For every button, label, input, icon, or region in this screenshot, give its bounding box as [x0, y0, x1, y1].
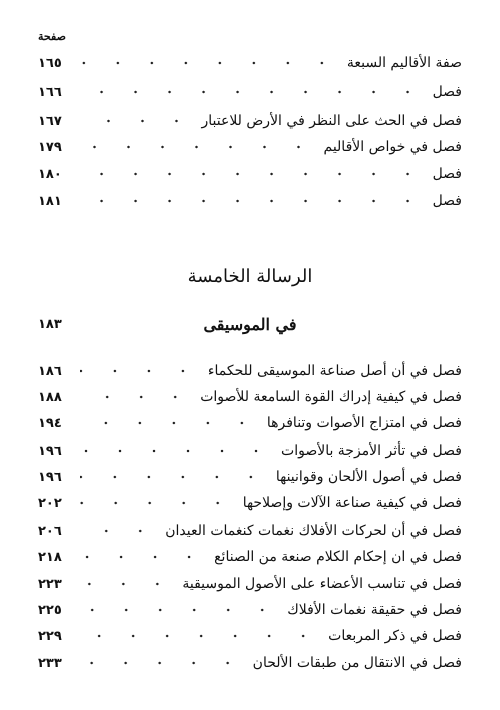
toc-page-number: ٢٢٥	[38, 602, 62, 618]
toc-entry-title: فصل في خواص الأقاليم	[323, 139, 462, 155]
toc-entry-title: فصل في حقيقة نغمات الأفلاك	[287, 602, 462, 618]
dot-leader	[80, 118, 193, 124]
toc-page-number: ١٦٦	[38, 84, 62, 100]
toc-entry-title: فصل في كيفية صناعة الآلات وإصلاحها	[242, 495, 462, 511]
toc-entry-title: فصل	[432, 84, 462, 100]
toc-page-number: ١٨٣	[38, 316, 62, 332]
dot-leader	[80, 144, 316, 150]
toc-entry	[38, 412, 462, 434]
toc-entry	[38, 386, 462, 408]
toc-page-number: ١٦٥	[38, 55, 62, 71]
toc-entry-title: فصل في ان إحكام الكلام صنعة من الصنائع	[214, 549, 462, 565]
toc-entry	[38, 190, 462, 212]
toc-entry-title: فصل	[432, 166, 462, 182]
toc-entry	[38, 546, 462, 568]
toc-entry	[38, 81, 462, 103]
dot-leader	[80, 60, 339, 66]
toc-entry	[38, 652, 462, 674]
toc-entry-title: فصل في تأثر الأمزجة بالأصوات	[281, 443, 462, 459]
dot-leader	[80, 633, 320, 639]
toc-page-number: ١٦٧	[38, 113, 62, 129]
dot-leader	[80, 198, 425, 204]
toc-entry	[38, 599, 462, 621]
toc-page-number: ١٧٩	[38, 139, 62, 155]
toc-entry	[38, 360, 462, 382]
toc-page-number: ٢٠٦	[38, 523, 62, 539]
toc-page-number: ١٩٦	[38, 443, 62, 459]
toc-entry-title: فصل في الانتقال من طبقات الألحان	[252, 655, 462, 671]
toc-entry-title: صفة الأقاليم السبعة	[346, 55, 462, 71]
toc-entry	[38, 520, 462, 542]
page-column-label: صفحة	[38, 30, 66, 43]
section-title: الرسالة الخامسة	[187, 266, 313, 287]
toc-entry	[38, 136, 462, 158]
toc-entry-title: فصل في الحث على النظر في الأرض للاعتبار	[201, 113, 462, 129]
toc-page-number: ١٩٤	[38, 415, 62, 431]
dot-leader	[80, 607, 279, 613]
toc-page-number: ٢٢٩	[38, 628, 62, 644]
toc-entry	[38, 492, 462, 514]
toc-entry-title: فصل	[432, 193, 462, 209]
dot-leader	[80, 554, 206, 560]
toc-entry-title: فصل في أصول الألحان وقوانينها	[275, 469, 462, 485]
toc-page-number: ١٨٦	[38, 363, 62, 379]
toc-page-number: ١٩٦	[38, 469, 62, 485]
section-subtitle-row	[38, 312, 462, 336]
dot-leader	[80, 420, 259, 426]
dot-leader	[80, 528, 157, 534]
toc-entry-title: فصل في تناسب الأعضاء على الأصول الموسيقية	[182, 576, 462, 592]
dot-leader	[80, 368, 200, 374]
toc-entry	[38, 466, 462, 488]
toc-entry-title: فصل في ذكر المربعات	[328, 628, 462, 644]
dot-leader	[80, 500, 235, 506]
toc-page-number: ٢٠٢	[38, 495, 62, 511]
dot-leader	[80, 171, 425, 177]
dot-leader	[80, 474, 268, 480]
toc-entry-title: فصل في أن لحركات الأفلاك نغمات كنغمات العيدان	[165, 523, 462, 539]
toc-page-number: ١٨٠	[38, 166, 62, 182]
toc-page-number: ٢٢٣	[38, 576, 62, 592]
dot-leader	[80, 581, 174, 587]
dot-leader	[80, 448, 273, 454]
section-subtitle: في الموسيقى	[203, 314, 297, 334]
toc-entry	[38, 163, 462, 185]
dot-leader	[80, 89, 425, 95]
toc-entry	[38, 52, 462, 74]
toc-page-number: ٢٣٣	[38, 655, 62, 671]
toc-entry	[38, 573, 462, 595]
toc-entry	[38, 110, 462, 132]
toc-entry	[38, 625, 462, 647]
dot-leader	[80, 394, 192, 400]
toc-entry-title: فصل في امتزاج الأصوات وتنافرها	[266, 415, 462, 431]
toc-page-number: ٢١٨	[38, 549, 62, 565]
toc-entry-title: فصل في كيفية إدراك القوة السامعة للأصوات	[200, 389, 462, 405]
toc-entry	[38, 440, 462, 462]
toc-page-number: ١٨١	[38, 193, 62, 209]
toc-entry-title: فصل في أن أصل صناعة الموسيقى للحكماء	[207, 363, 462, 379]
dot-leader	[80, 660, 245, 666]
toc-page-number: ١٨٨	[38, 389, 62, 405]
